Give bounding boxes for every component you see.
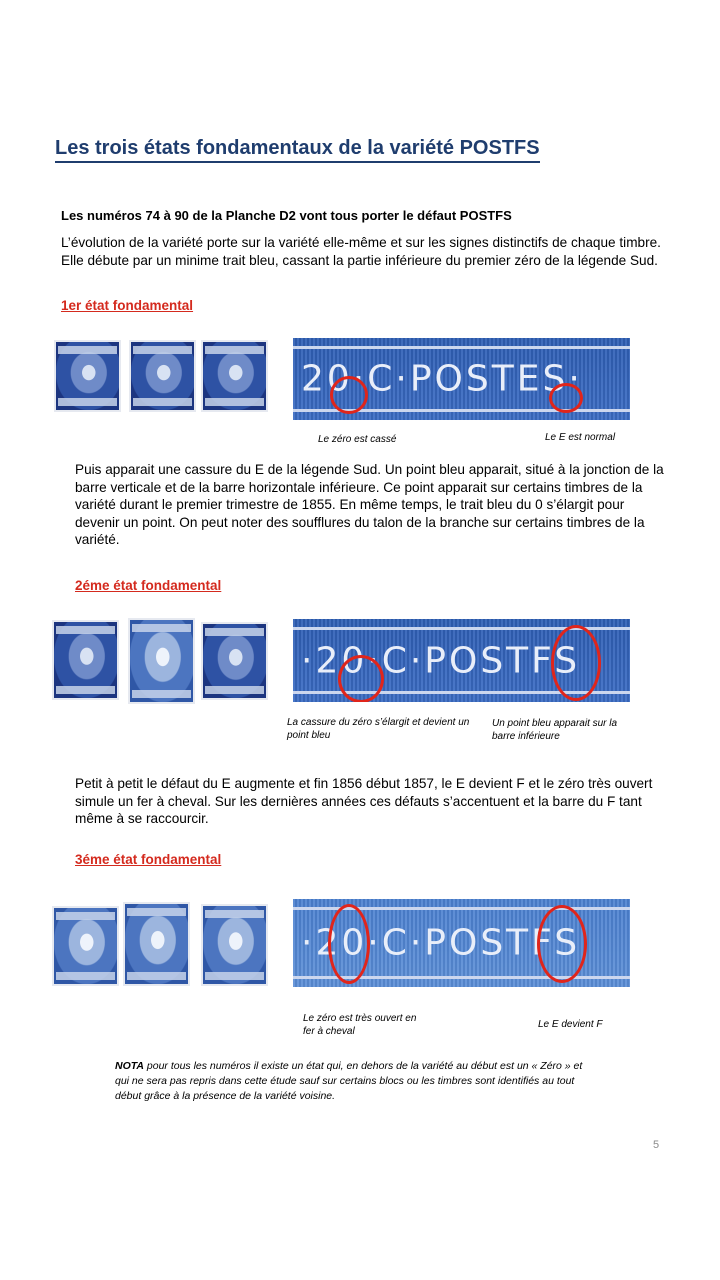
state-1-label: 1er état fondamental	[61, 298, 194, 313]
caption-blue-dot: Un point bleu apparait sur la barre inférieure	[492, 718, 618, 742]
zero-defect-circle	[338, 655, 384, 702]
stamp-image	[201, 622, 268, 700]
legend-zoom-text: ·20·C·POSTFS	[301, 922, 581, 964]
f-letter-circle	[551, 625, 601, 701]
zero-defect-circle	[330, 376, 368, 414]
legend-zoom-image	[293, 619, 630, 702]
legend-zoom-text: 20·C·POSTES·	[301, 358, 583, 400]
state-3-label: 3éme état fondamental	[75, 852, 222, 867]
e-letter-circle	[549, 383, 583, 413]
caption-zero-widened: La cassure du zéro s’élargit et devient un point bleu	[287, 717, 470, 741]
legend-zoom-image	[293, 899, 630, 987]
stamp-image	[128, 618, 195, 704]
zero-horseshoe-circle	[328, 904, 370, 984]
caption-zero-horseshoe: Le zéro est très ouvert en fer à cheval	[303, 1013, 417, 1037]
stamp-image	[201, 340, 268, 412]
legend-zoom-text: ·20·C·POSTFS	[301, 640, 581, 681]
stamp-image	[54, 340, 121, 412]
stamp-image	[52, 620, 119, 700]
nota-note	[115, 1059, 595, 1104]
nota-text: pour tous les numéros il existe un état qui, en dehors de la variété au début est un « Zéro » et qui ne sera pas repris dans cette étude sauf sur certains blocs ou les timbres sont identifiés au tout début grâce à la présence de la variété voisine.	[115, 1060, 583, 1102]
page-title: Les trois états fondamentaux de la variété POSTFS	[55, 137, 540, 163]
intro-paragraph: L’évolution de la variété porte sur la variété elle-même et sur les signes distinctifs de chaque timbre. Elle débute par un minime trait bleu, cassant la partie inférieure du premier zéro de la légende Sud.	[61, 235, 661, 268]
paragraph-state-3: Petit à petit le défaut du E augmente et fin 1856 début 1857, le E devient F et le zéro très ouvert simule un fer à cheval. Sur les dernières années ces défauts s’accentuent et la barre du F tant même à se raccourcir.	[75, 776, 653, 826]
state-2-label: 2éme état fondamental	[75, 578, 222, 593]
section-subheading: Les numéros 74 à 90 de la Planche D2 vont tous porter le défaut POSTFS	[61, 208, 512, 223]
stamp-image	[52, 906, 119, 986]
nota-label: NOTA	[115, 1060, 144, 1072]
stamp-image	[201, 904, 268, 986]
stamp-image	[123, 902, 190, 986]
caption-zero-broken: Le zéro est cassé	[318, 434, 397, 445]
f-letter-circle	[537, 905, 587, 983]
caption-e-becomes-f: Le E devient F	[538, 1019, 603, 1030]
stamp-image	[129, 340, 196, 412]
paragraph-state-2: Puis apparait une cassure du E de la légende Sud. Un point bleu apparait, situé à la jonction de la barre verticale et de la barre horizontale inférieure. Ce point apparait sur certains timbres de la variété durant le premier trimestre de 1855. En même temps, le trait bleu du 0 s’élargit pour devenir un point. On peut noter des soufflures du talon de la branche sur certains timbres de la variété.	[75, 462, 664, 547]
legend-zoom-image	[293, 338, 630, 420]
caption-e-normal: Le E est normal	[545, 432, 616, 443]
page-number: 5	[653, 1139, 660, 1151]
